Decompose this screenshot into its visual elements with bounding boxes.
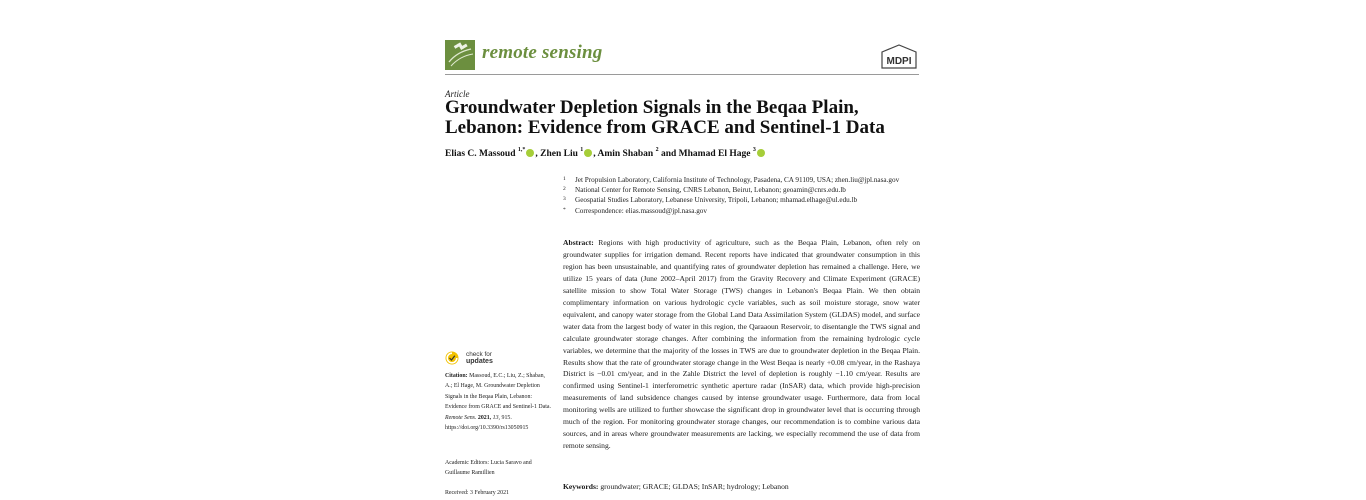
affiliation-text: Geospatial Studies Laboratory, Lebanese University, Tripoli, Lebanon; mhamad.elhage@ul.edu.lb: [575, 196, 858, 205]
affiliation-text: National Center for Remote Sensing, CNRS Lebanon, Beirut, Lebanon; geoamin@cnrs.edu.lb: [575, 186, 846, 195]
citation-label: Citation:: [445, 373, 468, 379]
check-updates-line1: check for: [466, 351, 492, 359]
check-updates-text: [466, 351, 493, 365]
paper-title: Groundwater Depletion Signals in the Beqaa Plain, Lebanon: Evidence from GRACE and Sentinel-1 Data: [445, 97, 885, 138]
abstract: [563, 237, 920, 452]
orcid-icon[interactable]: [757, 149, 765, 157]
abstract-label: Abstract:: [563, 238, 594, 247]
author-name: Amin Shaban: [597, 149, 654, 159]
header-divider: [445, 74, 919, 75]
author-affil-sup: 1: [580, 147, 584, 153]
orcid-icon[interactable]: [584, 149, 592, 157]
affiliation-text: Jet Propulsion Laboratory, California Institute of Technology, Pasadena, CA 91109, USA; zhen.liu@jpl.nasa.gov: [575, 176, 900, 184]
affiliation-number: *: [563, 206, 566, 213]
author-name: Mhamad El Hage: [678, 149, 751, 159]
keywords-text: groundwater; GRACE; GLDAS; InSAR; hydrology; Lebanon: [600, 482, 789, 491]
citation-year: 2021,: [477, 414, 492, 421]
article-type: Article: [445, 89, 470, 99]
journal-name: remote sensing: [482, 42, 603, 63]
journal-logo-icon: [445, 40, 475, 70]
keywords-label: Keywords:: [563, 482, 599, 491]
citation-doi[interactable]: 915. https://doi.org/10.3390/rs13050915: [445, 414, 529, 432]
academic-editors: Academic Editors: Lucia Saravo and Guillaume Ramillien: [445, 460, 532, 477]
author-separator: and: [658, 149, 679, 159]
affiliation-item: [563, 175, 923, 185]
author-affil-sup: 3: [752, 147, 756, 153]
check-updates-icon: [445, 351, 459, 365]
author-separator: ,: [535, 149, 541, 159]
citation-volume: 13,: [492, 414, 501, 421]
affiliation-number: 1: [563, 176, 566, 182]
check-for-updates-badge[interactable]: [445, 349, 493, 367]
affiliation-number: 3: [563, 196, 566, 203]
author-affil-sup: 1,*: [517, 147, 526, 153]
citation-block: [445, 371, 553, 433]
citation-text: Massoud, E.C.; Liu, Z.; Shaban, A.; El Hage, M. Groundwater Depletion Signals in the Beqaa Plain, Lebanon: Evidence from GRACE and Sentinel-1 Data.: [445, 373, 552, 411]
check-updates-line2: updates: [466, 358, 493, 366]
author-affil-sup: 2: [655, 147, 659, 153]
correspondence-text: Correspondence: elias.massoud@jpl.nasa.gov: [575, 206, 707, 215]
keywords: [563, 481, 920, 492]
affiliations: [563, 175, 923, 216]
author-name: Elias C. Massoud: [445, 149, 516, 159]
publisher-name: MDPI: [886, 56, 912, 67]
affiliation-number: 2: [563, 186, 566, 193]
author-separator: ,: [593, 149, 598, 159]
author-name: Zhen Liu: [540, 149, 578, 159]
author-list: [445, 149, 766, 159]
affiliation-item: [563, 195, 923, 205]
received-date: Received: 3 February 2021: [445, 490, 509, 496]
mdpi-logo-icon: [879, 44, 919, 70]
abstract-text: Regions with high productivity of agriculture, such as the Beqaa Plain, Lebanon, often rely on groundwater supplies for irrigation demand. Recent reports have indicated that groundwater consumption in this region has been unsustainable, and quantifying rates of groundwater depletion has remained a challenge. Here, we utilize 15 years of data (June 2002–April 2017) from the Gravity Recovery and Climate Experiment (GRACE) satellite mission to show Total Water Storage (TWS) changes in Lebanon's Beqaa Plain. We then obtain complimentary information on various hydrologic cycle variables, such as soil moisture storage, snow water equivalent, and canopy water storage from the Global Land Data Assimilation System (GLDAS) model, and surface water data from the largest body of water in this region, the Qaraaoun Reservoir, to disentangle the TWS signal and calculate groundwater storage changes. After combining the information from the remaining hydrologic cycle variables, we determine that the majority of the losses in TWS are due to groundwater depletion in the Beqaa Plain. Results show that the rate of groundwater storage change in the West Beqaa is nearly +0.08 cm/year, in the Rashaya District is −0.01 cm/year, and in the Zahle District the level of depletion is roughly −1.10 cm/year. Results are confirmed using Sentinel-1 interferometric synthetic aperture radar (InSAR) data, which provide high-precision measurements of land subsidence changes caused by intense groundwater usage. Furthermore, data from local monitoring wells are utilized to further showcase the significant drop in groundwater level that is occurring through much of the region. For monitoring groundwater storage changes, our recommendation is to combine various data sources, and in areas where groundwater measurements are lacking, we especially recommend the use of data from remote sensing.: [563, 238, 920, 451]
affiliation-item: [563, 206, 923, 216]
affiliation-item: [563, 185, 923, 195]
citation-journal: Remote Sens.: [445, 414, 477, 421]
orcid-icon[interactable]: [526, 149, 534, 157]
